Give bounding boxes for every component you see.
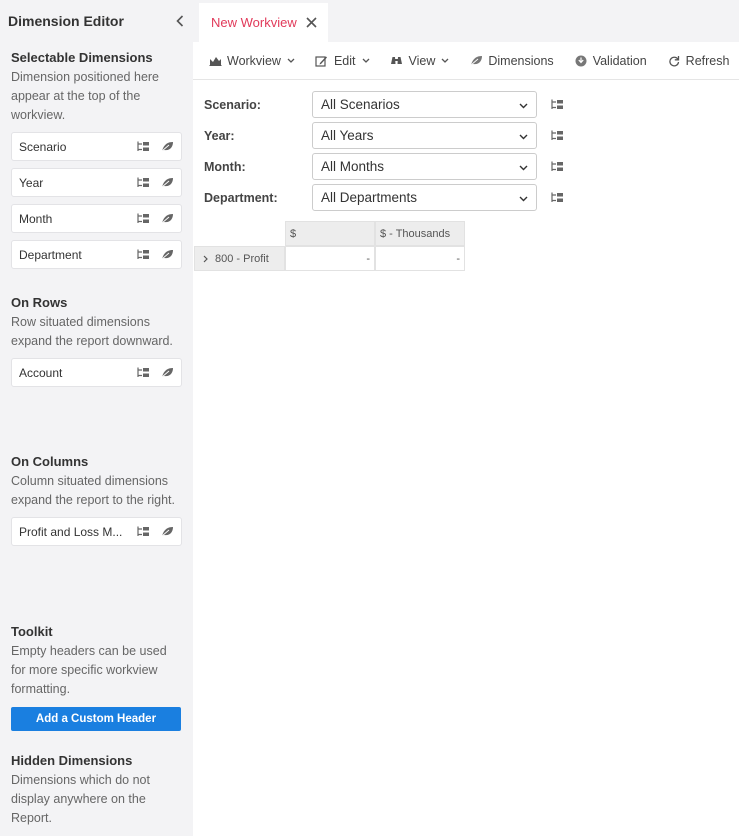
select-value: All Departments [321, 190, 418, 205]
tab-bar [193, 0, 739, 42]
hierarchy-icon[interactable] [137, 366, 150, 379]
hidden-dimensions-section [0, 753, 193, 828]
section-description: Column situated dimensions expand the report to the right. [11, 474, 175, 507]
select-value: All Months [321, 159, 385, 174]
tab-label: New Workview [211, 15, 297, 30]
chart-icon [208, 54, 222, 68]
edit-menu[interactable] [315, 54, 370, 68]
edit-label: Edit [333, 53, 356, 68]
select-value: All Scenarios [321, 97, 400, 112]
grid-corner [194, 221, 285, 246]
on-rows-section [0, 295, 193, 387]
validation-icon [574, 54, 588, 68]
hierarchy-icon[interactable] [137, 525, 150, 538]
filter-row-scenario [204, 91, 564, 118]
validation-button[interactable] [574, 54, 647, 68]
section-description: Dimensions which do not display anywhere on the Report. [11, 773, 150, 825]
row-label: 800 - Profit [215, 252, 269, 265]
hierarchy-icon[interactable] [550, 160, 564, 174]
dimension-label: Scenario [19, 139, 67, 154]
filter-label: Month: [204, 159, 246, 174]
chevron-down-icon [287, 57, 295, 65]
select-value: All Years [321, 128, 374, 143]
dimension-card-month[interactable] [11, 204, 182, 233]
chevron-down-icon [519, 159, 528, 174]
leaf-icon[interactable] [161, 366, 174, 379]
workview-label: Workview [227, 53, 281, 68]
chevron-down-icon [519, 128, 528, 143]
selectable-dimensions-section [0, 50, 193, 269]
chevron-down-icon [519, 190, 528, 205]
dimension-card-year[interactable] [11, 168, 182, 197]
leaf-icon[interactable] [161, 212, 174, 225]
hierarchy-icon[interactable] [137, 248, 150, 261]
section-title: Hidden Dimensions [11, 753, 133, 768]
refresh-button[interactable] [667, 54, 730, 68]
row-header[interactable] [194, 246, 285, 271]
view-menu[interactable] [390, 54, 450, 68]
filter-row-month [204, 153, 564, 180]
dimensions-label: Dimensions [488, 53, 554, 68]
data-cell[interactable]: - [375, 246, 465, 271]
section-description: Empty headers can be used for more specific workview formatting. [11, 644, 167, 696]
dimension-card-scenario[interactable] [11, 132, 182, 161]
refresh-label: Refresh [685, 53, 730, 68]
close-icon[interactable] [306, 17, 318, 29]
chevron-left-icon[interactable] [173, 14, 187, 28]
dimension-label: Department [19, 247, 82, 262]
hierarchy-icon[interactable] [137, 212, 150, 225]
department-select[interactable] [312, 184, 537, 211]
dimension-label: Account [19, 365, 63, 380]
hierarchy-icon[interactable] [550, 191, 564, 205]
filter-row-year [204, 122, 564, 149]
binoculars-icon [390, 54, 404, 68]
selectable-filters [204, 91, 564, 215]
edit-icon [315, 54, 329, 68]
dimension-card-profit-and-loss[interactable] [11, 517, 182, 546]
toolkit-section [0, 624, 193, 731]
sidebar-title: Dimension Editor [8, 13, 124, 29]
column-header[interactable]: $ - Thousands [375, 221, 465, 246]
dimensions-button[interactable] [469, 54, 553, 68]
dimension-card-account[interactable] [11, 358, 182, 387]
chevron-down-icon [441, 57, 449, 65]
section-title: On Rows [11, 295, 68, 310]
hierarchy-icon[interactable] [550, 129, 564, 143]
add-custom-header-button[interactable]: Add a Custom Header [11, 707, 181, 731]
dimension-label: Month [19, 211, 53, 226]
leaf-icon[interactable] [161, 525, 174, 538]
section-title: Toolkit [11, 624, 53, 639]
dimension-label: Profit and Loss M... [19, 524, 123, 539]
workview-menu[interactable] [208, 54, 295, 68]
leaf-icon[interactable] [161, 248, 174, 261]
data-cell[interactable]: - [285, 246, 375, 271]
section-title: On Columns [11, 454, 89, 469]
month-select[interactable] [312, 153, 537, 180]
dimension-label: Year [19, 175, 44, 190]
on-columns-section [0, 454, 193, 546]
filter-label: Scenario: [204, 97, 261, 112]
section-description: Row situated dimensions expand the report downward. [11, 315, 173, 348]
grid-header-row [194, 221, 465, 246]
filter-label: Department: [204, 190, 278, 205]
scenario-select[interactable] [312, 91, 537, 118]
validation-label: Validation [592, 53, 647, 68]
table-row [194, 246, 465, 271]
hierarchy-icon[interactable] [137, 140, 150, 153]
section-title: Selectable Dimensions [11, 50, 153, 65]
sidebar-header [0, 0, 193, 42]
refresh-icon [667, 54, 681, 68]
filter-row-department [204, 184, 564, 211]
chevron-down-icon [362, 57, 370, 65]
column-header[interactable]: $ [285, 221, 375, 246]
year-select[interactable] [312, 122, 537, 149]
leaf-icon [469, 54, 483, 68]
section-description: Dimension positioned here appear at the top of the workview. [11, 70, 160, 122]
hierarchy-icon[interactable] [137, 176, 150, 189]
dimension-card-department[interactable] [11, 240, 182, 269]
leaf-icon[interactable] [161, 176, 174, 189]
report-grid [194, 221, 465, 271]
chevron-down-icon [519, 97, 528, 112]
tab-new-workview[interactable] [199, 3, 328, 42]
chevron-right-icon[interactable] [203, 255, 208, 263]
view-label: View [408, 53, 436, 68]
toolbar [193, 42, 739, 80]
leaf-icon[interactable] [161, 140, 174, 153]
dimension-editor-sidebar [0, 0, 193, 836]
hierarchy-icon[interactable] [550, 98, 564, 112]
filter-label: Year: [204, 128, 235, 143]
